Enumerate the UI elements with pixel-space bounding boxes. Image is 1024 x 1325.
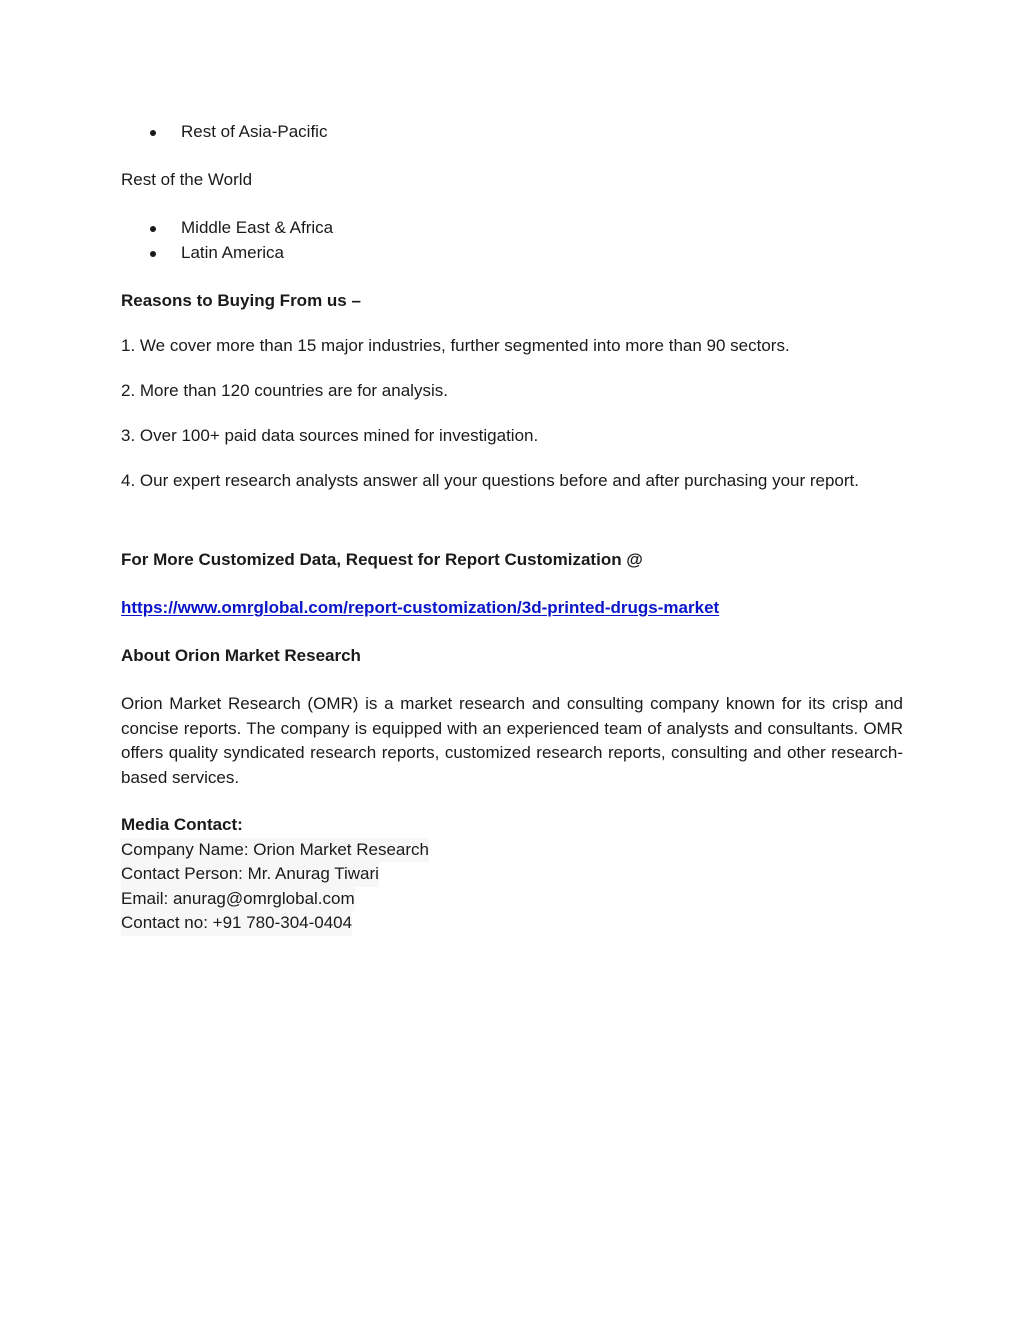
contact-company: Company Name: Orion Market Research xyxy=(121,838,429,863)
media-contact-heading: Media Contact: xyxy=(121,815,243,834)
reason-item-3: 3. Over 100+ paid data sources mined for investigation. xyxy=(121,426,539,445)
about-body: Orion Market Research (OMR) is a market research and consulting company known for its crisp and concise reports. The company is equipped with an experienced team of analysts and consultants. OMR offers quality syndicated research reports, customized research reports, consulting and other research-based services. xyxy=(121,694,903,787)
reason-item-4: 4. Our expert research analysts answer all your questions before and after purchasing your report. xyxy=(121,471,859,490)
bullet-icon xyxy=(150,251,156,257)
reasons-heading: Reasons to Buying From us – xyxy=(121,291,361,310)
media-contact-block xyxy=(121,813,903,936)
contact-person: Contact Person: Mr. Anurag Tiwari xyxy=(121,862,379,887)
contact-email: Email: anurag@omrglobal.com xyxy=(121,887,355,912)
reason-item-2: 2. More than 120 countries are for analysis. xyxy=(121,381,448,400)
rest-of-world-list xyxy=(121,216,903,265)
list-item: Middle East & Africa xyxy=(121,216,903,241)
customization-link-line xyxy=(121,596,903,621)
bullet-icon xyxy=(150,130,156,136)
asia-pacific-list xyxy=(121,120,903,145)
rest-of-world-heading: Rest of the World xyxy=(121,170,253,189)
customization-heading: For More Customized Data, Request for Report Customization @ xyxy=(121,550,643,569)
customization-link[interactable]: https://www.omrglobal.com/report-customization/3d-printed-drugs-market xyxy=(121,598,720,617)
bullet-icon xyxy=(150,226,156,232)
about-heading: About Orion Market Research xyxy=(121,646,361,665)
contact-phone: Contact no: +91 780-304-0404 xyxy=(121,911,352,936)
list-item: Rest of Asia-Pacific xyxy=(121,120,903,145)
reason-item-1: 1. We cover more than 15 major industries, further segmented into more than 90 sectors. xyxy=(121,336,790,355)
list-item: Latin America xyxy=(121,241,903,266)
